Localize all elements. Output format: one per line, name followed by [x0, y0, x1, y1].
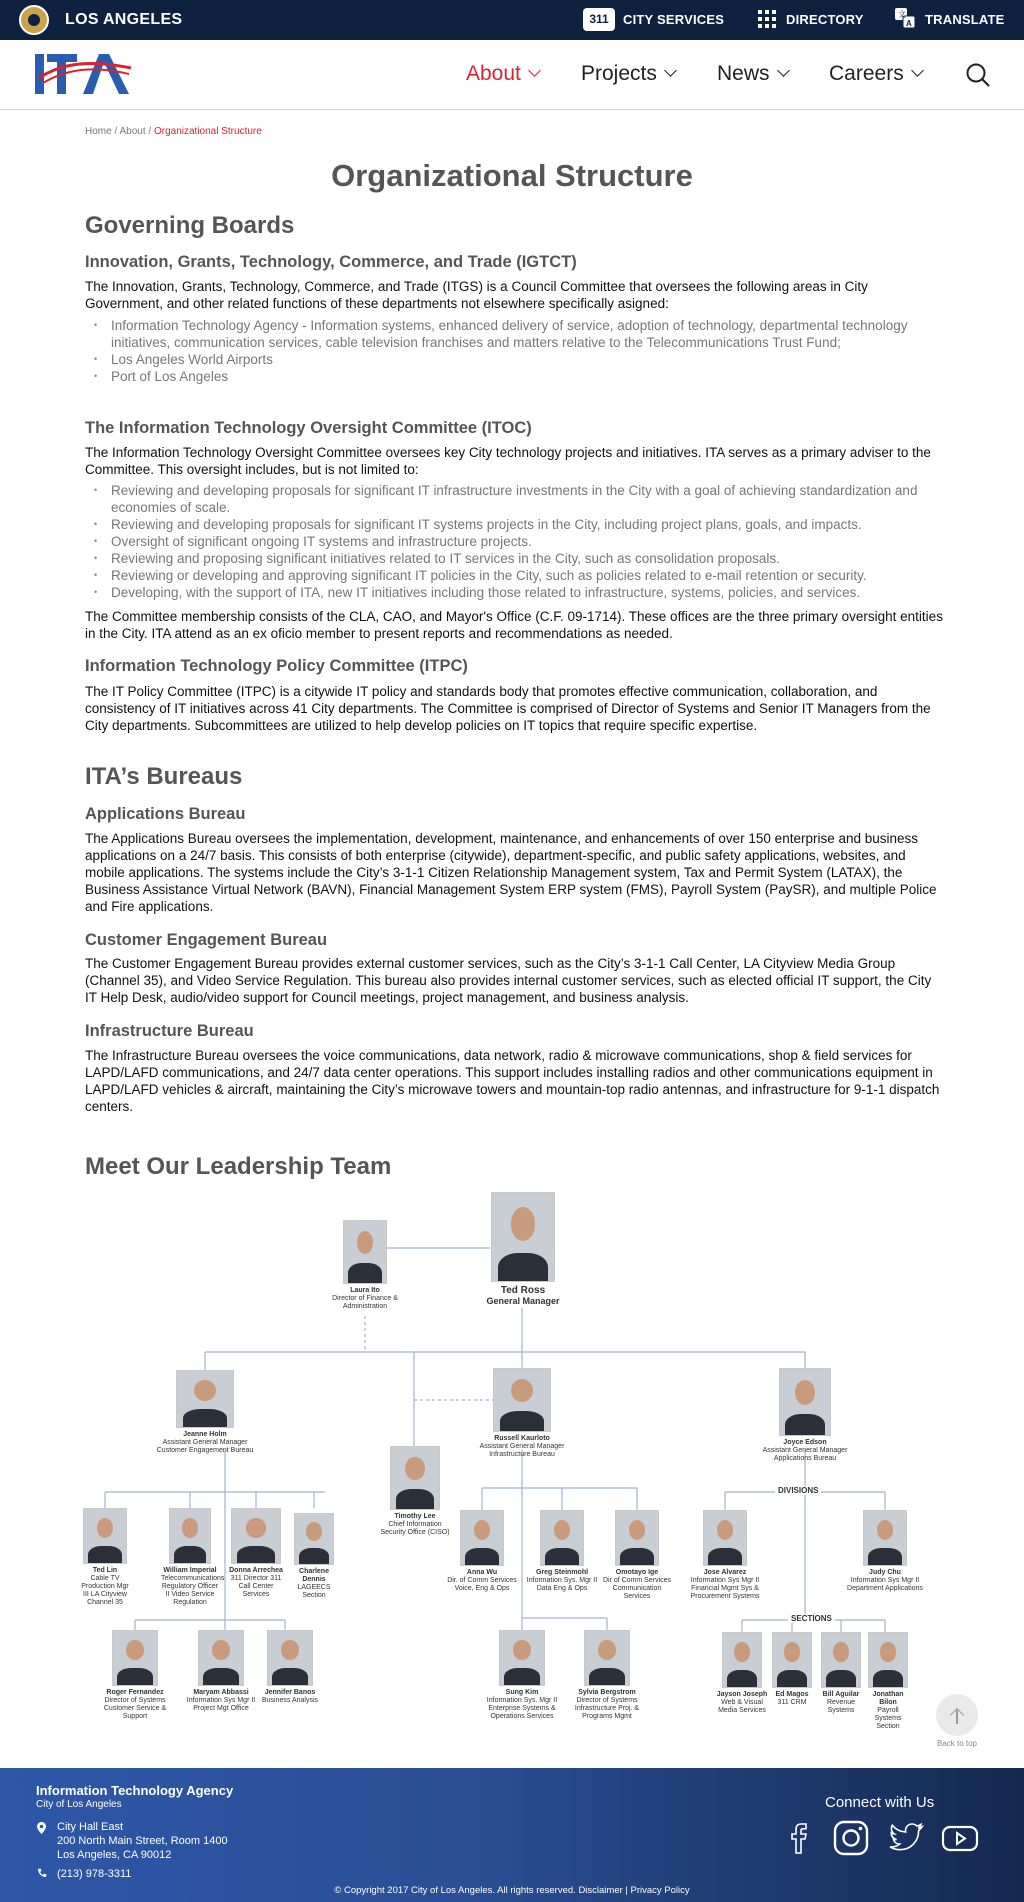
svg-text:A: A — [906, 19, 912, 28]
list-item: • Developing, with the support of ITA, new IT initiatives including those related to infrastructure, systems, policies, and services. — [85, 584, 945, 601]
chevron-down-icon — [777, 64, 790, 77]
person-title: Information Sys Mgr II Department Applications — [847, 1577, 923, 1592]
person-laura-ito[interactable] — [322, 1220, 408, 1311]
chevron-down-icon — [911, 64, 924, 77]
list-item: • Reviewing and proposing significant initiatives related to IT services in the City, such as consolidation proposals. — [85, 550, 945, 567]
person-anna-wu[interactable] — [447, 1510, 517, 1593]
avatar — [779, 1368, 831, 1436]
person-title: Information Sys. Mgr II Enterprise Systems & Operations Services — [486, 1697, 558, 1720]
person-name: Judy Chu — [869, 1569, 901, 1576]
copyright-text: © Copyright 2017 City of Los Angeles. All rights reserved. Disclaimer | Privacy Policy — [334, 1885, 690, 1896]
person-ted-lin[interactable] — [79, 1508, 131, 1607]
person-title: Director of Systems Infrastructure Proj. & Programs Mgmt — [574, 1697, 640, 1720]
person-greg-steinmohl[interactable] — [525, 1510, 599, 1593]
youtube-icon[interactable] — [940, 1818, 980, 1858]
person-title: Dir of Comm Services Communication Services — [602, 1577, 672, 1600]
instagram-icon[interactable] — [831, 1818, 871, 1858]
back-to-top-label[interactable]: Back to top — [936, 1739, 978, 1748]
avatar — [772, 1632, 812, 1688]
footer-title: Information Technology Agency — [36, 1783, 234, 1798]
avatar — [821, 1632, 861, 1688]
directory-link[interactable]: DIRECTORY — [786, 12, 864, 27]
leadership-heading: Meet Our Leadership Team — [85, 1153, 392, 1180]
breadcrumb-current: Organizational Structure — [153, 126, 262, 137]
main-navigation — [0, 40, 1024, 110]
back-to-top-button[interactable] — [936, 1694, 978, 1736]
avatar — [584, 1630, 630, 1686]
person-russell-kaurloto[interactable] — [470, 1368, 574, 1459]
person-name: Ed Magos — [775, 1691, 809, 1698]
avatar — [294, 1513, 334, 1565]
nav-projects-label: Projects — [581, 62, 657, 85]
sections-label: SECTIONS — [788, 1614, 835, 1623]
person-ed-magos[interactable] — [769, 1632, 815, 1707]
list-item: • Reviewing and developing proposals for significant IT systems projects in the City, including project plans, goals, and impacts. — [85, 516, 945, 533]
chevron-down-icon — [664, 64, 677, 77]
translate-icon[interactable] — [894, 7, 916, 29]
person-title: Director of Finance & Administration — [332, 1295, 398, 1310]
address-line: City Hall East — [57, 1821, 124, 1833]
translate-link[interactable]: TRANSLATE — [925, 12, 1005, 27]
person-title: Chief Information Security Office (CISO) — [380, 1521, 450, 1536]
avatar — [343, 1220, 387, 1284]
person-title: 311 Director 311 Call Center Services — [230, 1575, 282, 1598]
person-name: Sung Kim — [505, 1689, 539, 1696]
avatar — [540, 1510, 584, 1566]
person-name: Donna Arrechea — [229, 1567, 283, 1574]
person-name: Timothy Lee — [394, 1513, 436, 1520]
person-title: Business Analysis — [261, 1697, 319, 1704]
breadcrumb — [85, 126, 262, 137]
person-title: Director of Systems Customer Service & Support — [103, 1697, 167, 1720]
page-title: Organizational Structure — [331, 158, 693, 193]
person-name: Maryam Abbassi — [193, 1689, 249, 1696]
person-title: 311 CRM — [777, 1699, 807, 1706]
person-sung-kim[interactable] — [483, 1630, 561, 1721]
governing-boards-heading: Governing Boards — [85, 212, 295, 239]
person-maryam-abbassi[interactable] — [183, 1630, 259, 1713]
person-ted-ross[interactable] — [463, 1192, 583, 1305]
customer-engagement-heading: Customer Engagement Bureau — [85, 931, 328, 949]
bureaus-heading: ITA’s Bureaus — [85, 763, 243, 790]
itoc-membership: The Committee membership consists of the CLA, CAO, and Mayor's Office (C.F. 09-1714). These offices are the three primary oversight entities in the City. ITA attend as an ex oficio member to present reports and recommendations as needed. — [85, 609, 943, 641]
avatar — [493, 1368, 551, 1432]
itpc-heading: Information Technology Policy Committee (ITPC) — [85, 657, 468, 675]
avatar — [703, 1510, 747, 1566]
city-name-link[interactable]: LOS ANGELES — [65, 11, 183, 28]
avatar — [863, 1510, 907, 1566]
avatar — [491, 1192, 555, 1282]
person-name: William Imperial — [163, 1567, 217, 1574]
customer-engagement-text: The Customer Engagement Bureau provides external customer services, such as the City’s 3-1-1 Call Center, LA Cityview Media Group (Channel 35), and Video Service Regulation. This bureau also provides internal customer services, such as elected official IT support, the City IT Help Desk, audio/video support for Council meetings, project management, and business analysis. — [85, 956, 932, 1005]
svg-text:文: 文 — [898, 10, 906, 19]
avatar — [198, 1630, 244, 1686]
city-services-link[interactable]: CITY SERVICES — [623, 12, 725, 27]
avatar — [83, 1508, 127, 1564]
igtct-list — [85, 317, 945, 385]
infrastructure-bureau-text: The Infrastructure Bureau oversees the voice communications, data network, radio & microwave communications, shop & field services for LAPD/LAFD communications, and 24/7 data center operations. This support includes installing radios and other communications equipment in LAPD/LAFD vehicles & aircraft, maintaining the City’s microwave towers and mountain-top radio antennas, and infrastructure for 9-1-1 dispatch centers. — [85, 1048, 940, 1114]
person-title: Information Sys Mgr II Financial Mgmt Sys & Procurement Systems — [690, 1577, 760, 1600]
avatar — [868, 1632, 908, 1688]
person-name: Laura Ito — [350, 1287, 380, 1294]
nav-careers-label: Careers — [829, 62, 904, 85]
person-judy-chu[interactable] — [843, 1510, 927, 1593]
address-line: 200 North Main Street, Room 1400 — [57, 1835, 228, 1847]
breadcrumb-about[interactable]: About — [119, 126, 146, 137]
city-seal-icon[interactable] — [19, 5, 49, 35]
person-title: Cable TV Production Mgr III LA Cityview Channel 35 — [81, 1575, 129, 1606]
person-name: Joyce Edson — [783, 1439, 827, 1446]
phone-icon — [37, 1868, 47, 1878]
nav-news[interactable] — [717, 62, 788, 86]
directory-grid-icon[interactable] — [758, 10, 776, 28]
person-name: Jonathan Bilon — [872, 1691, 904, 1706]
igtct-intro: The Innovation, Grants, Technology, Commerce, and Trade (ITGS) is a Council Committee that oversees the following areas in City Government, and other related functions of these departments not elsewhere specifically asigned: — [85, 279, 868, 311]
avatar — [112, 1630, 158, 1686]
person-roger-fernandez[interactable] — [103, 1630, 167, 1721]
avatar — [390, 1446, 440, 1510]
person-title: Telecommunications Regulatory Officer II Video Service Regulation — [161, 1575, 225, 1606]
connect-heading: Connect with Us — [825, 1794, 935, 1811]
person-title: Revenue Systems — [826, 1699, 856, 1714]
chevron-down-icon — [528, 64, 541, 77]
twitter-icon[interactable] — [886, 1818, 926, 1858]
avatar — [169, 1508, 211, 1564]
person-name: Roger Fernandez — [106, 1689, 164, 1696]
applications-bureau-text: The Applications Bureau oversees the implementation, development, maintenance, and enhancements of over 150 enterprise and business applications on a 24/7 basis. This consists of both enterprise (citywide), department-specific, and public safety applications, websites, and mobile applications. The systems include the City’s 3-1-1 Citizen Relationship Management system, Tax and Permit System (LATAX), the Business Assistance Virtual Network (BAVN), Financial Management System ERP system (FMS), Payroll System (PaySR), and multiple Police and Fire applications. — [85, 831, 937, 914]
person-charlene-dennis[interactable] — [288, 1513, 340, 1600]
person-donna-arrechea[interactable] — [228, 1508, 284, 1599]
avatar — [499, 1630, 545, 1686]
list-item: • Information Technology Agency - Information systems, enhanced delivery of service, adoption of technology, departmental technology initiatives, communication services, cable television franchises and matters relative to the Telecommunications Trust Fund; — [85, 317, 945, 351]
person-name: Sylvia Bergstrom — [578, 1689, 636, 1696]
person-title: Web & Visual Media Services — [718, 1699, 766, 1714]
org-chart — [81, 1188, 945, 1730]
person-name: Jose Alvarez — [703, 1569, 747, 1576]
address-line: Los Angeles, CA 90012 — [57, 1849, 172, 1861]
facebook-icon[interactable] — [782, 1818, 822, 1858]
person-title: LAGEECS Section — [297, 1584, 331, 1599]
list-item: • Los Angeles World Airports — [85, 351, 945, 368]
list-item: • Reviewing or developing and approving significant IT policies in the City, such as policies related to e-mail retention or security. — [85, 567, 945, 584]
itoc-intro: The Information Technology Oversight Committee oversees key City technology projects and initiatives. ITA serves as a primary adviser to the Committee. This oversight includes, but is not limited to: — [85, 445, 931, 477]
avatar — [267, 1630, 313, 1686]
search-icon[interactable] — [965, 62, 991, 88]
itpc-text: The IT Policy Committee (ITPC) is a citywide IT policy and standards body that promotes effective communication, collaboration, and consistency of IT initiatives across 41 City departments. The Committee is comprised of Director of Systems and Senior IT Managers from the City departments. Subcommittees are utilized to help develop policies on IT topics that require specific expertise. — [85, 684, 931, 733]
person-jayson-joseph[interactable] — [713, 1632, 771, 1715]
list-item: • Reviewing and developing proposals for significant IT infrastructure investments in the City with a goal of achieving standardization and economies of scale. — [85, 482, 945, 516]
person-name: Jeanne Holm — [183, 1431, 227, 1438]
person-joyce-edson[interactable] — [755, 1368, 855, 1463]
person-title: General Manager — [486, 1296, 560, 1306]
person-timothy-lee[interactable] — [377, 1446, 453, 1537]
person-title: Assistant General Manager Applications Bureau — [762, 1447, 848, 1462]
person-name: Jayson Joseph — [716, 1691, 768, 1698]
person-name: Anna Wu — [466, 1569, 498, 1576]
breadcrumb-home[interactable]: Home — [85, 126, 112, 137]
person-sylvia-bergstrom[interactable] — [567, 1630, 647, 1721]
person-name: Ted Lin — [92, 1567, 118, 1574]
divisions-label: DIVISIONS — [775, 1486, 821, 1495]
person-jonathan-bilon[interactable] — [863, 1632, 913, 1731]
person-name: Russell Kaurloto — [494, 1435, 550, 1442]
applications-bureau-heading: Applications Bureau — [85, 805, 246, 823]
footer-address — [57, 1820, 228, 1862]
avatar — [231, 1508, 281, 1564]
person-name: Omotayo Ige — [615, 1569, 659, 1576]
avatar — [176, 1370, 234, 1428]
nav-about-label: About — [466, 62, 521, 85]
footer — [0, 1768, 1024, 1902]
311-badge-icon[interactable]: 311 — [583, 8, 615, 31]
person-title: Payroll Systems Section — [874, 1707, 902, 1730]
person-title: Information Sys. Mgr II Data Eng & Ops — [526, 1577, 598, 1592]
arrow-up-icon — [956, 1710, 958, 1724]
avatar — [722, 1632, 762, 1688]
person-name: Ted Ross — [500, 1285, 546, 1296]
person-omotayo-ige[interactable] — [599, 1510, 675, 1601]
footer-phone[interactable]: (213) 978-3311 — [57, 1868, 132, 1880]
person-title: Dir. of Comm Services Voice, Eng & Ops — [447, 1577, 517, 1592]
footer-subtitle: City of Los Angeles — [36, 1799, 122, 1810]
breadcrumb-sep: / — [111, 126, 120, 137]
location-pin-icon — [37, 1822, 46, 1834]
nav-news-label: News — [717, 62, 770, 85]
igtct-heading: Innovation, Grants, Technology, Commerce, and Trade (IGTCT) — [85, 253, 577, 271]
list-item: • Oversight of significant ongoing IT systems and infrastructure projects. — [85, 533, 945, 550]
person-jennifer-banos[interactable] — [259, 1630, 321, 1705]
infrastructure-bureau-heading: Infrastructure Bureau — [85, 1022, 254, 1040]
person-jeanne-holm[interactable] — [155, 1370, 255, 1455]
person-name: Charlene Dennis — [299, 1568, 329, 1583]
person-william-imperial[interactable] — [161, 1508, 225, 1607]
person-jose-alvarez[interactable] — [687, 1510, 763, 1601]
list-item: • Port of Los Angeles — [85, 368, 945, 385]
city-header-bar — [0, 0, 1024, 40]
person-name: Greg Steinmohl — [535, 1569, 589, 1576]
person-title: Assistant General Manager Customer Engagement Bureau — [156, 1439, 254, 1454]
ita-logo[interactable] — [33, 48, 135, 102]
person-name: Bill Aguilar — [822, 1691, 860, 1698]
person-bill-aguilar[interactable] — [817, 1632, 865, 1715]
person-title: Information Sys Mgr II Project Mgt Office — [186, 1697, 256, 1712]
breadcrumb-sep: / — [145, 126, 154, 137]
avatar — [615, 1510, 659, 1566]
itoc-list — [85, 482, 945, 601]
nav-projects[interactable] — [581, 62, 675, 86]
avatar — [460, 1510, 504, 1566]
itoc-heading: The Information Technology Oversight Committee (ITOC) — [85, 419, 532, 437]
person-title: Assistant General Manager Infrastructure Bureau — [479, 1443, 565, 1458]
person-name: Jennifer Banos — [264, 1689, 316, 1696]
nav-careers[interactable] — [829, 62, 922, 86]
nav-about[interactable] — [466, 62, 539, 86]
